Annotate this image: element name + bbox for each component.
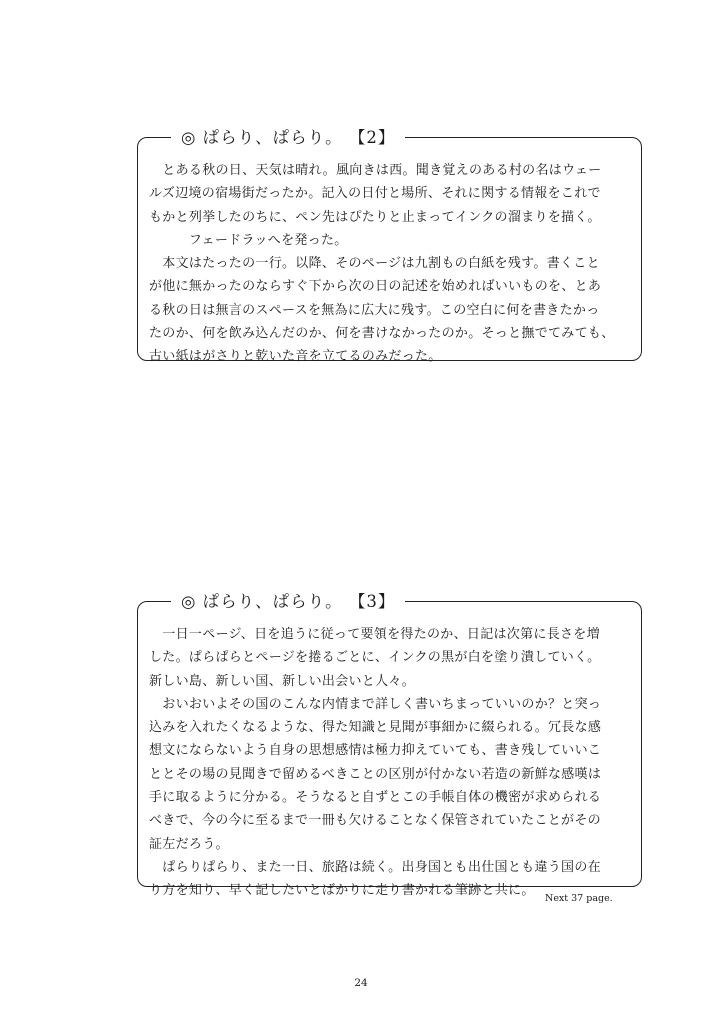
section-2 (137, 125, 642, 365)
section-3-title: ◎ ぱらり、ぱらり。 【3】 (171, 589, 405, 615)
section-3-body (149, 623, 632, 903)
paragraph-line: 証左だろう。 (149, 836, 229, 852)
next-page-note: Next 37 page. (545, 893, 613, 904)
paragraph-line: とある秋の日、天気は晴れ。風向きは西。聞き覚えのある村の名はウェー (149, 163, 602, 178)
paragraph-line: ととその場の見聞きで留めるべきことの区別が付かない若造の新鮮な感嘆は (149, 766, 602, 782)
paragraph-line: が他に無かったのならすぐ下から次の日の記述を始めればいいものを、とあ (149, 279, 602, 295)
paragraph-line: おいおいよその国のこんな内情まで詳しく書いちまっていいのか？と突っ (149, 696, 602, 712)
paragraph-line: ルズ辺境の宿場街だったか。記入の日付と場所、それに関する情報をこれで (149, 186, 601, 202)
section-2-title: ◎ ぱらり、ぱらり。 【2】 (171, 125, 405, 151)
paragraph-line: る秋の日は無言のスペースを無為に広大に残す。この空白に何を書きたかっ (149, 302, 600, 318)
page-number: 24 (354, 977, 368, 989)
section-2-header (137, 125, 642, 151)
paragraph-line: フェードラッへを発った。 (149, 232, 348, 248)
paragraph-line: した。ぱらぱらとページを捲るごとに、インクの黒が白を塗り潰していく。 (149, 650, 601, 666)
paragraph-line: ぱらりぱらり、また一日、旅路は続く。出身国とも出仕国とも違う国の在 (149, 859, 601, 875)
paragraph-line: 新しい島、新しい国、新しい出会いと人々。 (149, 673, 416, 689)
paragraph-line: 古い紙はがさりと乾いた音を立てるのみだった。 (149, 349, 442, 365)
paragraph-line: 込みを入れたくなるような、得た知識と見聞が事細かに綴られる。冗長な感 (149, 720, 602, 736)
paragraph-line: 本文はたったの一行。以降、そのページは九割もの白紙を残す。書くこと (149, 256, 600, 272)
paragraph-line: 一日一ページ、日を追うに従って要領を得たのか、日記は次第に長さを増 (149, 627, 600, 642)
section-3-header (137, 589, 642, 615)
paragraph-line: べきで、今の今に至るまで一冊も欠けることなく保管されていたことがその (149, 813, 601, 829)
paragraph-line: 想文にならないよう自身の思想感情は極力抑えていても、書き残していいこ (149, 743, 602, 759)
paragraph-line: 手に取るように分かる。そうなると自ずとこの手帳自体の機密が求められる (149, 790, 602, 806)
paragraph-line: り方を知り、早く記したいとばかりに走り書かれる筆跡と共に。 (149, 883, 535, 899)
paragraph-line: たのか、何を飲み込んだのか、何を書けなかったのか。そっと撫でてみても、 (149, 326, 615, 342)
paragraph-line: もかと列挙したのちに、ペン先はぴたりと止まってインクの溜まりを描く。 (149, 209, 601, 225)
section-2-body (149, 159, 632, 369)
